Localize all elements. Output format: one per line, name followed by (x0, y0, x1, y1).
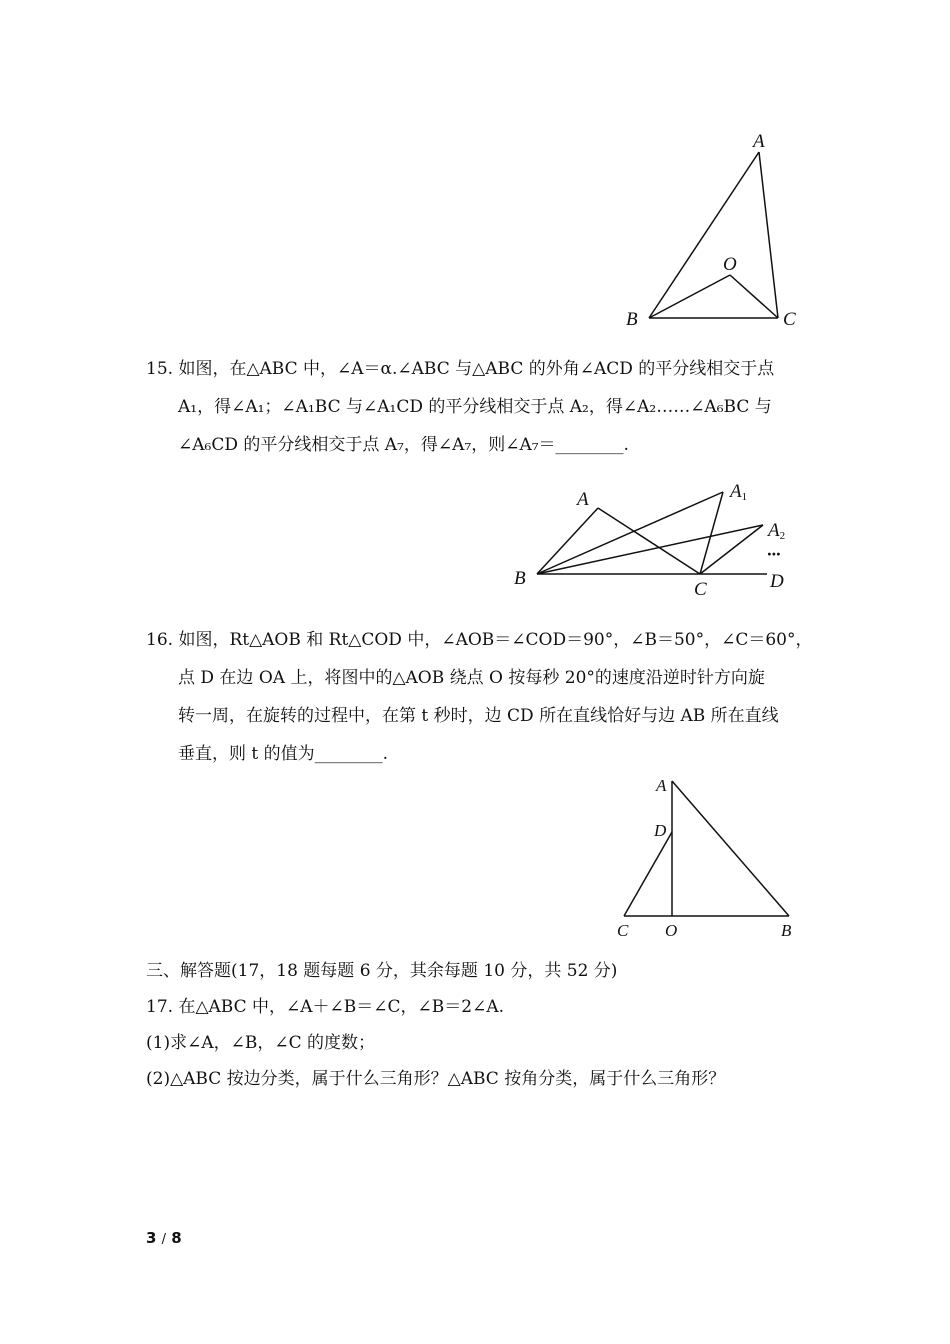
label-a2: A2 (768, 520, 786, 542)
segment-oc (730, 275, 778, 318)
label-a: A (577, 489, 589, 510)
q17-stem: 17. 在△ABC 中，∠A＋∠B＝∠C，∠B＝2∠A. (146, 997, 504, 1017)
label-a: A (656, 776, 667, 795)
page-separator: / (161, 1232, 167, 1247)
label-b: B (626, 309, 638, 330)
q17-part-1: (1)求∠A，∠B，∠C 的度数； (146, 1033, 375, 1053)
segment-ab (672, 781, 789, 916)
q15-line-2: A₁，得∠A₁；∠A₁BC 与∠A₁CD 的平分线相交于点 A₂，得∠A₂……∠A₆BC 与 (178, 397, 772, 417)
segment-ba (537, 508, 598, 574)
page-number (146, 1229, 182, 1247)
page-total: 8 (171, 1229, 182, 1247)
segment-ba1 (537, 492, 723, 574)
segment-cd (624, 832, 672, 916)
q17-part-2: (2)△ABC 按边分类，属于什么三角形？△ABC 按角分类，属于什么三角形？ (146, 1069, 726, 1089)
q16-line-3: 转一周，在旋转的过程中，在第 t 秒时，边 CD 所在直线恰好与边 AB 所在直线 (178, 706, 779, 726)
q15-line-1: 15. 如图，在△ABC 中，∠A＝α.∠ABC 与△ABC 的外角∠ACD 的平分线相交于点 (146, 359, 775, 379)
label-d: D (654, 821, 667, 840)
label-a1: A1 (730, 481, 748, 503)
q16-line-2: 点 D 在边 OA 上，将图中的△AOB 绕点 O 按每秒 20°的速度沿逆时针方向旋 (178, 668, 765, 688)
segment-ba2 (537, 525, 763, 574)
label-c: C (783, 309, 796, 330)
segment-ac (759, 152, 778, 318)
segment-a1c (700, 492, 723, 574)
section-3-heading: 三、解答题(17，18 题每题 6 分，其余每题 10 分，共 52 分) (146, 961, 618, 981)
figure-angle-bisectors (505, 478, 805, 603)
label-c: C (694, 579, 707, 600)
label-o: O (723, 254, 737, 275)
label-b: B (514, 568, 526, 589)
label-o: O (665, 921, 678, 940)
q16-line-4: 垂直，则 t 的值为________. (178, 744, 389, 764)
q15-line-3: ∠A₆CD 的平分线相交于点 A₇，得∠A₇，则∠A₇＝________. (178, 435, 629, 455)
segment-bo (649, 275, 730, 318)
page-current: 3 (146, 1229, 157, 1247)
segment-ab (649, 152, 759, 318)
label-dots: ··· (767, 544, 781, 564)
label-d: D (770, 571, 784, 592)
figure-triangle-abc-o (610, 125, 810, 335)
figure-rotating-triangles (608, 772, 808, 942)
label-a: A (753, 131, 765, 152)
label-c: C (617, 921, 629, 940)
q16-line-1: 16. 如图，Rt△AOB 和 Rt△COD 中，∠AOB＝∠COD＝90°，∠B＝50°，∠C＝60°， (146, 630, 813, 650)
label-b: B (781, 921, 792, 940)
